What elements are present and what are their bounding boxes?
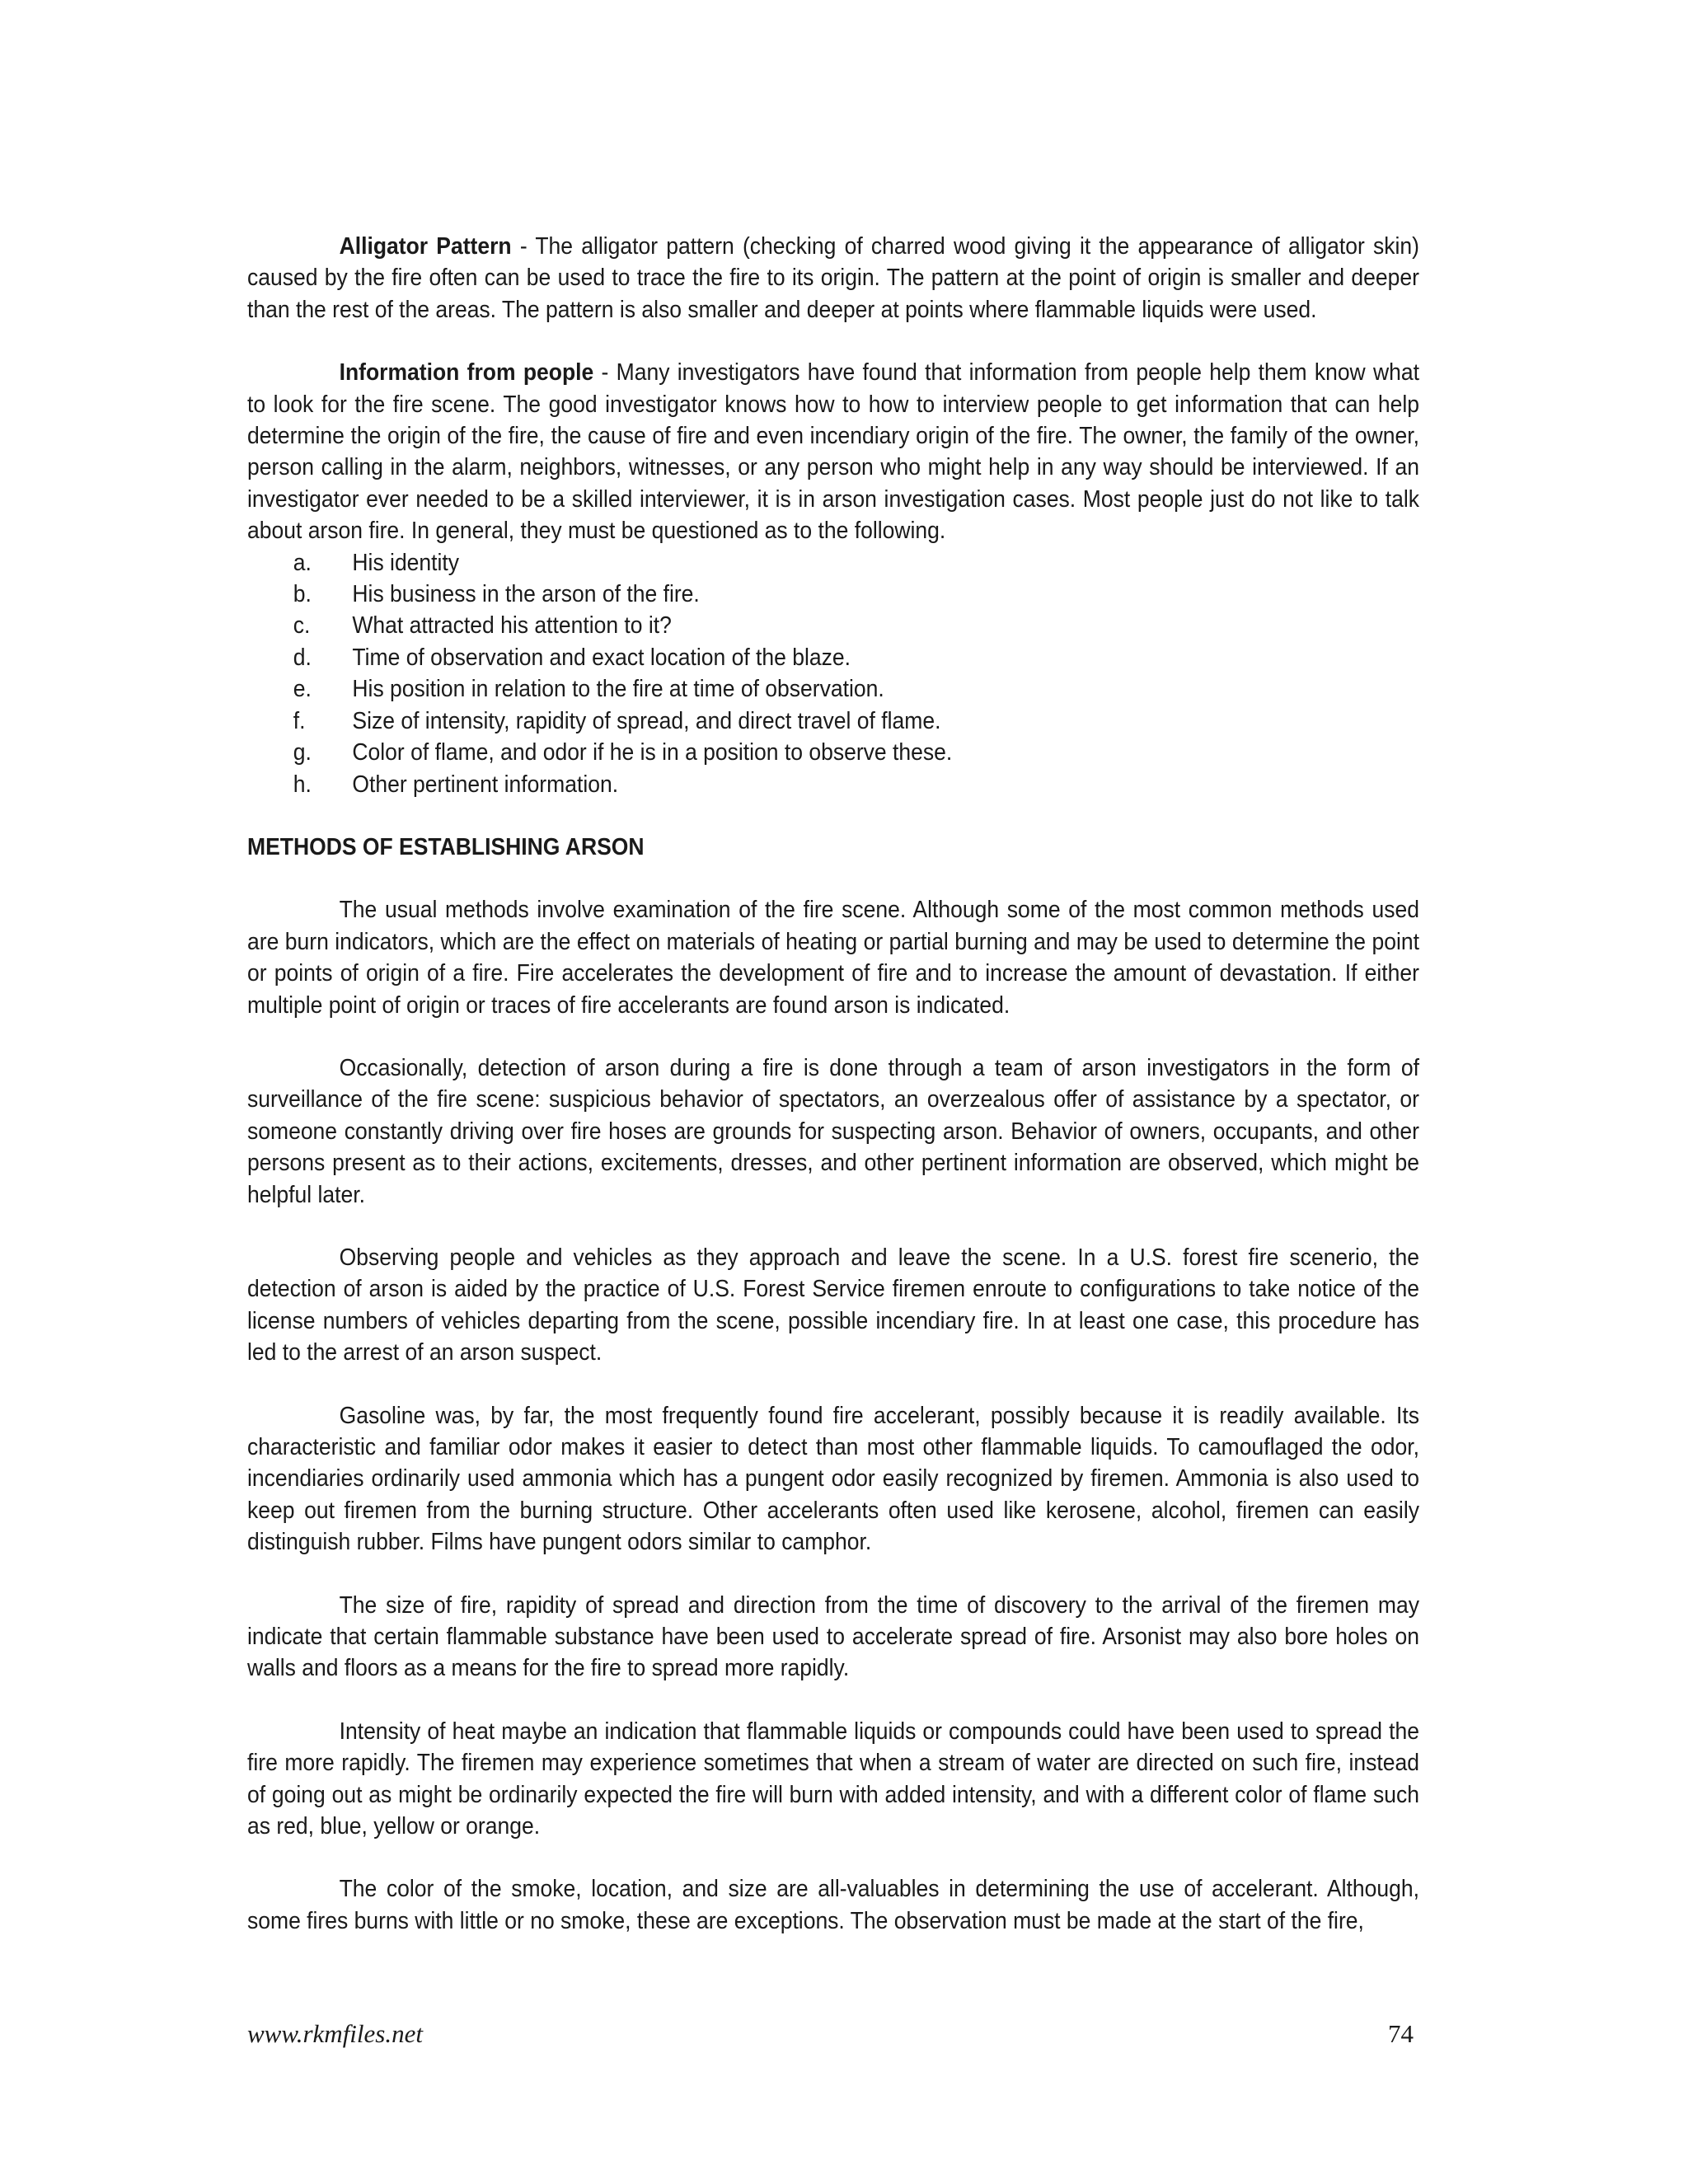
paragraph: Intensity of heat maybe an indication that flammable liquids or compounds could have been used to spread the fire more rapidly. The firemen may experience sometimes that when a stream of water are directed on such fire, instead of going out as might be ordinarily expected the fire will burn with added intensity, and with a different color of flame such as red, blue, yellow or orange. (247, 1718, 1419, 1840)
list-item (247, 610, 1419, 641)
list-marker: c. (293, 612, 311, 640)
paragraph-text: - Many investigators have found that information from people help them know what to look for the fire scene. The good investigator knows how to how to interview people to get information that can help determine the origin of the fire, the cause of fire and even incendiary origin of the fire. The owner, the family of the owner, person calling in the alarm, neighbors, witnesses, or any person who might help in any way should be interviewed. If an investigator ever needed to be a skilled interviewer, it is in arson investigation cases. Most people just do not like to talk about arson fire. In general, they must be questioned as to the following. (247, 359, 1419, 545)
questions-list (247, 547, 1419, 800)
list-item (247, 547, 1419, 579)
document-page (247, 231, 1419, 1968)
list-marker: d. (293, 644, 312, 671)
list-item (247, 579, 1419, 610)
paragraph: The color of the smoke, location, and size are all-valuables in determining the use of accelerant. Although, some fires burns with little or no smoke, these are exceptions. The observation must be made at the start of the fire, (247, 1876, 1419, 1934)
list-marker: h. (293, 771, 312, 798)
paragraph: The size of fire, rapidity of spread and direction from the time of discovery to the arrival of the firemen may indicate that certain flammable substance have been used to accelerate spread of fire. Arsonist may also bore holes on walls and floors as a means for the fire to spread more rapidly. (247, 1591, 1419, 1682)
list-item-text: Color of flame, and odor if he is in a position to observe these. (352, 739, 953, 766)
footer-website: www.rkmfiles.net (247, 2019, 423, 2048)
paragraph: The usual methods involve examination of the fire scene. Although some of the most common methods used are burn indicators, which are the effect on materials of heating or partial burning and may be used to determine the point or points of origin of a fire. Fire accelerates the development of fire and to increase the amount of devastation. If either multiple point of origin or traces of fire accelerants are found arson is indicated. (247, 897, 1419, 1019)
section-heading: METHODS OF ESTABLISHING ARSON (247, 833, 645, 860)
list-marker: g. (293, 739, 312, 766)
term-alligator-pattern: Alligator Pattern (339, 233, 512, 260)
list-item (247, 673, 1419, 705)
list-marker: e. (293, 676, 312, 703)
term-information-from-people: Information from people (339, 359, 594, 387)
list-marker: a. (293, 549, 312, 576)
list-item-text: What attracted his attention to it? (352, 612, 672, 640)
list-item (247, 705, 1419, 737)
list-item-text: His business in the arson of the fire. (352, 581, 700, 608)
list-marker: f. (293, 707, 306, 734)
list-item (247, 737, 1419, 768)
list-item-text: His identity (352, 549, 460, 576)
list-marker: b. (293, 581, 312, 608)
list-item (247, 769, 1419, 800)
paragraph: Gasoline was, by far, the most frequently found fire accelerant, possibly because it is readily available. Its characteristic and familiar odor makes it easier to detect than most other flammable liquids. To camouflaged the odor, incendiaries ordinarily used ammonia which has a pungent odor easily recognized by firemen. Ammonia is also used to keep out firemen from the burning structure. Other accelerants often used like kerosene, alcohol, firemen can easily distinguish rubber. Films have pungent odors similar to camphor. (247, 1402, 1419, 1556)
paragraph-alligator-pattern (247, 231, 1419, 326)
list-item-text: Time of observation and exact location of the blaze. (352, 644, 851, 671)
list-item-text: Size of intensity, rapidity of spread, and direct travel of flame. (352, 707, 941, 734)
paragraph: Occasionally, detection of arson during a fire is done through a team of arson investigators in the form of surveillance of the fire scene: suspicious behavior of spectators, an overzealous offer of assistance by a spectator, or someone constantly driving over fire hoses are grounds for suspecting arson. Behavior of owners, occupants, and other persons present as to their actions, excitements, dresses, and other pertinent information are observed, which might be helpful later. (247, 1054, 1419, 1208)
page-number: 74 (1388, 2019, 1414, 2048)
list-item-text: His position in relation to the fire at time of observation. (352, 676, 884, 703)
paragraph-text: - The alligator pattern (checking of charred wood giving it the appearance of alligator skin) caused by the fire often can be used to trace the fire to its origin. The pattern at the point of origin is smaller and deeper than the rest of the areas. The pattern is also smaller and deeper at points where flammable liquids were used. (247, 233, 1419, 323)
paragraph: Observing people and vehicles as they approach and leave the scene. In a U.S. forest fire scenerio, the detection of arson is aided by the practice of U.S. Forest Service firemen enroute to configurations to take notice of the license numbers of vehicles departing from the scene, possible incendiary fire. In at least one case, this procedure has led to the arrest of an arson suspect. (247, 1244, 1419, 1366)
list-item (247, 642, 1419, 673)
paragraph-information-from-people (247, 357, 1419, 546)
list-item-text: Other pertinent information. (352, 771, 619, 798)
